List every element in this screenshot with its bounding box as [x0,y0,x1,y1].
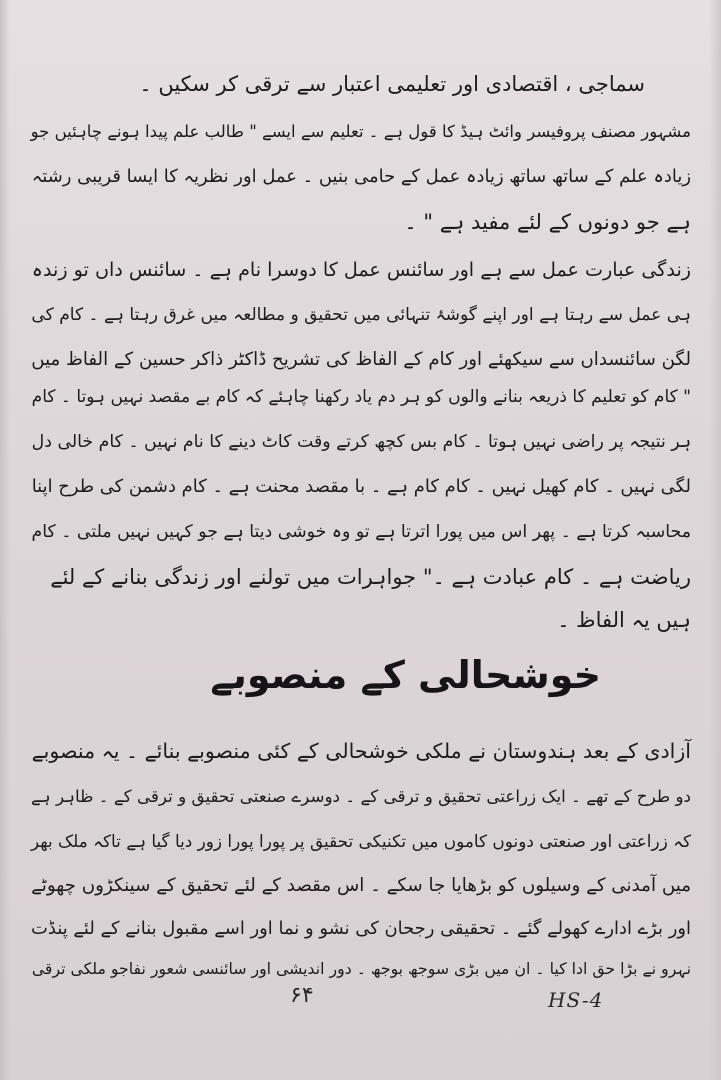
page-number: ۶۴ [290,983,314,1008]
text-line-6: ہی عمل سے رہتا ہے اور اپنے گوشۂ تنہائی میں تحقیق و مطالعہ میں غرق رہتا ہے ۔ کام کی [31,305,691,325]
text-line-2: مشہور مصنف پروفیسر وائٹ ہیڈ کا قول ہے ۔ تعلیم سے ایسے " طالب علم پیدا ہونے چاہئیں جو [30,122,691,141]
page-code: HS-4 [548,988,604,1012]
text-line-3: زیادہ علم کے ساتھ ساتھ زیادہ عمل کے حامی بنیں ۔ عمل اور نظریہ کا ایسا قریبی رشتہ [31,166,691,187]
section-line-4: میں آمدنی کے وسیلوں کو بڑھایا جا سکے ۔ اس مقصد کے لئے تحقیق کے سینکڑوں چھوٹے [31,875,691,896]
text-line-7: لگن سائنسداں سے سیکھئے اور کام کے الفاظ کی تشریح ڈاکٹر ذاکر حسین کے الفاظ میں [31,349,691,370]
section-line-3: کہ زراعتی اور صنعتی دونوں کاموں میں تکنیکی تحقیق پر پورا پورا زور دیا گیا ہے تاکہ ملک بھر [30,831,691,851]
text-line-4: ہے جو دونوں کے لئے مفید ہے " ۔ [404,210,691,234]
section-line-1: آزادی کے بعد ہندوستان نے ملکی خوشحالی کے کئی منصوبے بنائے ۔ یہ منصوبے [31,739,691,763]
text-line-9: ہر نتیجہ پر راضی نہیں ہوتا ۔ کام بس کچھ کرتے وقت کاٹ دینے کا نام نہیں ۔ کام خالی دل [31,432,691,452]
text-line-1: سماجی ، اقتصادی اور تعلیمی اعتبار سے ترقی کر سکیں ۔ [139,72,645,96]
text-line-8: " کام کو تعلیم کا ذریعہ بنانے والوں کو ہر دم یاد رکھنا چاہئے کہ کام بے مقصد نہیں ہوتا ۔ کام [31,387,691,407]
text-line-13: ہیں یہ الفاظ ۔ [557,608,691,632]
scan-edge-left [0,0,10,1080]
section-line-5: اور بڑے ادارے کھولے گئے ۔ تحقیقی رجحان کی نشو و نما اور اسے مقبول بنانے کے لئے پنڈت [31,918,691,939]
section-line-2: دو طرح کے تھے ۔ ایک زراعتی تحقیق و ترقی کے ۔ دوسرے صنعتی تحقیق و ترقی کے ۔ ظاہر ہے [31,786,691,806]
text-line-5: زندگی عبارت عمل سے ہے اور سائنس عمل کا دوسرا نام ہے ۔ سائنس داں تو زندہ [31,258,691,281]
text-line-10: لگی نہیں ۔ کام کھیل نہیں ۔ کام کام ہے ۔ با مقصد محنت ہے ۔ کام دشمن کی طرح اپنا [31,476,691,497]
section-heading: خوشحالی کے منصوبے [210,653,601,697]
section-line-6: نہرو نے بڑا حق ادا کیا ۔ ان میں بڑی سوجھ بوجھ ۔ دور اندیشی اور سائنسی شعور نفاجو ملکی ترقی [31,959,691,978]
text-line-12: ریاضت ہے ۔ کام عبادت ہے ۔" جواہرات میں تولنے اور زندگی بنانے کے لئے [50,565,691,589]
text-line-11: محاسبہ کرتا ہے ۔ پھر اس میں پورا اترتا ہے تو وہ خوشی دیتا ہے جو کہیں نہیں ملتی ۔ کام [31,522,691,542]
scan-edge-right [709,0,721,1080]
